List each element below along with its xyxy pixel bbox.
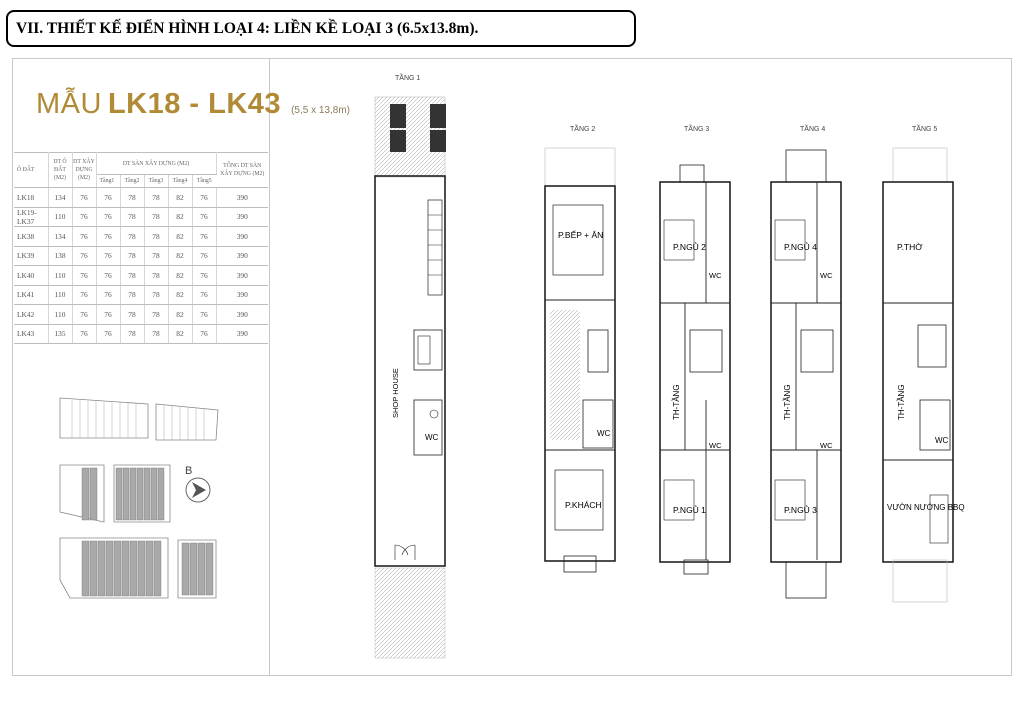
table-cell: LK39 — [14, 246, 48, 266]
table-cell: 76 — [192, 285, 216, 305]
table-cell: 390 — [216, 207, 268, 227]
table-cell: 76 — [192, 266, 216, 286]
table-cell: 82 — [168, 188, 192, 208]
col-floor-area-group: DT SÀN XÂY DỰNG (M2) — [96, 153, 216, 175]
table-cell: 82 — [168, 207, 192, 227]
room-bed-2: P.NGỦ 2 — [673, 242, 706, 252]
table-cell: LK43 — [14, 324, 48, 344]
table-cell: LK42 — [14, 305, 48, 325]
table-cell: 76 — [192, 246, 216, 266]
table-cell: 78 — [144, 188, 168, 208]
col-lot: Ô ĐẤT — [14, 153, 48, 188]
table-cell: 76 — [72, 207, 96, 227]
table-cell: 134 — [48, 188, 72, 208]
table-cell: 76 — [192, 305, 216, 325]
room-bed-1: P.NGỦ 1 — [673, 505, 706, 515]
model-size: (5,5 x 13,8m) — [291, 105, 350, 116]
table-cell: 78 — [144, 324, 168, 344]
table-cell: 78 — [120, 246, 144, 266]
table-cell: 76 — [96, 305, 120, 325]
table-cell: 82 — [168, 227, 192, 247]
table-cell: 78 — [144, 227, 168, 247]
col-land-area: DT Ô ĐẤT (M2) — [48, 153, 72, 188]
model-prefix: MẪU — [36, 88, 102, 120]
room-f2-wc: WC — [597, 429, 611, 438]
table-cell: 76 — [96, 188, 120, 208]
room-f4-wc-2: WC — [820, 441, 833, 450]
table-cell: 76 — [72, 246, 96, 266]
table-cell: 76 — [192, 188, 216, 208]
table-cell: 82 — [168, 246, 192, 266]
room-f5-wc: WC — [935, 436, 949, 445]
col-floor: Tầng2 — [120, 175, 144, 188]
table-cell: 78 — [120, 227, 144, 247]
table-cell: 76 — [72, 324, 96, 344]
col-total: TỔNG DT SÀN XÂY DỰNG (M2) — [216, 153, 268, 188]
table-cell: 76 — [192, 207, 216, 227]
room-kitchen: P.BẾP + ĂN — [558, 230, 604, 240]
table-cell: 110 — [48, 207, 72, 227]
table-cell: 78 — [120, 266, 144, 286]
floor-plan-5 — [883, 148, 953, 602]
table-cell: LK19-LK37 — [14, 207, 48, 227]
table-cell: 110 — [48, 266, 72, 286]
floor-plan-4 — [771, 150, 841, 598]
col-floor: Tầng3 — [144, 175, 168, 188]
table-cell: 78 — [144, 266, 168, 286]
room-shop-house: SHOP HOUSE — [391, 368, 400, 418]
table-cell: 76 — [96, 246, 120, 266]
table-cell: 78 — [144, 285, 168, 305]
table-cell: 78 — [144, 305, 168, 325]
table-cell: 78 — [120, 324, 144, 344]
compass-letter: B — [185, 465, 193, 477]
table-cell: 76 — [96, 324, 120, 344]
room-bed-4: P.NGỦ 4 — [784, 242, 817, 252]
table-cell: 110 — [48, 285, 72, 305]
col-floor: Tầng5 — [192, 175, 216, 188]
room-f5-stair: TH-TẦNG — [897, 384, 906, 420]
table-cell: 390 — [216, 285, 268, 305]
table-cell: 76 — [96, 207, 120, 227]
room-f3-stair: TH-TẦNG — [672, 384, 681, 420]
floor-label-4: TẦNG 4 — [800, 126, 826, 133]
room-f3-wc-2: WC — [709, 441, 722, 450]
table-cell: 138 — [48, 246, 72, 266]
floor-plan-1 — [375, 97, 446, 658]
room-f1-wc: WC — [425, 433, 439, 442]
table-cell: 76 — [72, 227, 96, 247]
table-cell: 390 — [216, 324, 268, 344]
table-cell: 76 — [96, 266, 120, 286]
table-cell: 78 — [120, 188, 144, 208]
table-cell: LK18 — [14, 188, 48, 208]
model-code: LK18 - LK43 — [107, 88, 282, 120]
table-cell: 76 — [72, 266, 96, 286]
floor-label-5: TẦNG 5 — [912, 126, 938, 133]
table-cell: LK40 — [14, 266, 48, 286]
page-title: VII. THIẾT KẾ ĐIỂN HÌNH LOẠI 4: LIỀN KỀ LOẠI 3 (6.5x13.8m). — [16, 19, 479, 37]
table-cell: 110 — [48, 305, 72, 325]
floor-label-2: TẦNG 2 — [570, 126, 596, 133]
table-cell: 78 — [144, 246, 168, 266]
table-cell: LK38 — [14, 227, 48, 247]
col-floor: Tầng1 — [96, 175, 120, 188]
table-cell: 76 — [192, 227, 216, 247]
room-living: P.KHÁCH — [565, 500, 602, 510]
table-cell: 76 — [96, 227, 120, 247]
table-cell: 82 — [168, 324, 192, 344]
table-cell: 76 — [192, 324, 216, 344]
room-f4-wc-1: WC — [820, 271, 833, 280]
table-cell: 78 — [120, 305, 144, 325]
table-cell: 76 — [96, 285, 120, 305]
room-f3-wc-1: WC — [709, 271, 722, 280]
room-bed-3: P.NGỦ 3 — [784, 505, 817, 515]
table-cell: 82 — [168, 266, 192, 286]
table-cell: 76 — [72, 188, 96, 208]
table-cell: 390 — [216, 188, 268, 208]
floor-label-3: TẦNG 3 — [684, 126, 710, 133]
table-cell: 82 — [168, 305, 192, 325]
table-cell: 82 — [168, 285, 192, 305]
table-cell: 390 — [216, 246, 268, 266]
table-cell: 78 — [120, 285, 144, 305]
table-cell: 78 — [120, 207, 144, 227]
table-cell: 390 — [216, 305, 268, 325]
table-cell: 134 — [48, 227, 72, 247]
room-bbq-garden: VƯỜN NƯỚNG BBQ — [887, 503, 965, 512]
table-cell: 135 — [48, 324, 72, 344]
col-build-area: DT XÂY DỰNG (M2) — [72, 153, 96, 188]
table-cell: 76 — [72, 305, 96, 325]
table-cell: LK41 — [14, 285, 48, 305]
col-floor: Tầng4 — [168, 175, 192, 188]
room-f4-stair: TH-TẦNG — [783, 384, 792, 420]
table-cell: 390 — [216, 227, 268, 247]
room-worship: P.THỜ — [897, 242, 923, 252]
floor-label-1: TẦNG 1 — [395, 75, 421, 82]
table-cell: 78 — [144, 207, 168, 227]
table-cell: 390 — [216, 266, 268, 286]
table-cell: 76 — [72, 285, 96, 305]
